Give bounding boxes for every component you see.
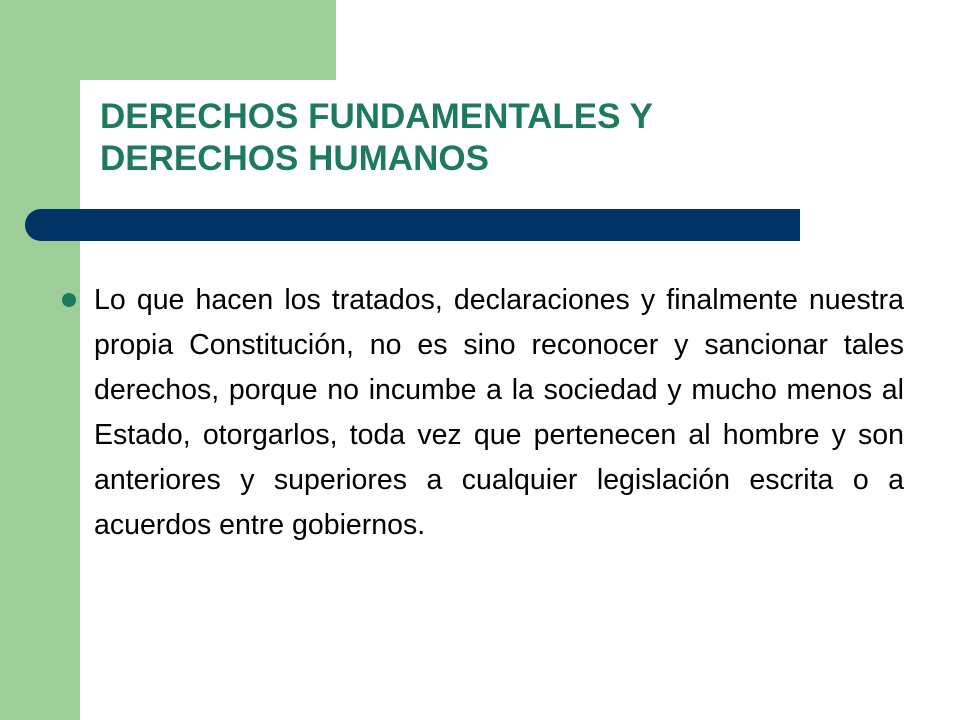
title-divider-bar	[25, 209, 800, 241]
left-accent-band	[0, 0, 80, 720]
slide-title	[100, 96, 820, 180]
bullet-text: Lo que hacen los tratados, declaraciones y finalmente nuestra propia Constitución, no es sino reconocer y sancionar tales derechos, porque no incumbe a la sociedad y mucho menos al Estado, otorgarlos, toda vez que pertenecen al hombre y son anteriores y superiores a cualquier legislación escrita o a acuerdos entre gobiernos.	[94, 284, 904, 541]
slide-title-line-1: DERECHOS FUNDAMENTALES Y	[100, 97, 653, 136]
top-accent-block	[0, 0, 336, 80]
slide-title-line-2: DERECHOS HUMANOS	[100, 139, 489, 178]
bullet-dot-icon	[62, 293, 76, 307]
